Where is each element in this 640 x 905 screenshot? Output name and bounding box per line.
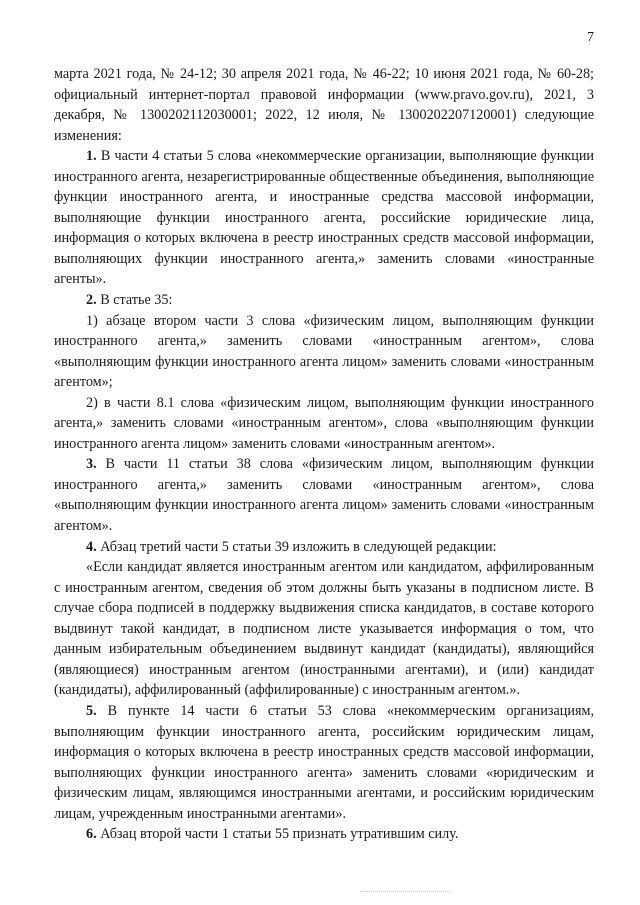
paragraph-text: марта 2021 года, № 24-12; 30 апреля 2021 года, № 46-22; 10 июня 2021 года, № 60-28; официальный интернет-портал правовой информации (www.pravo.gov.ru), 2021, 3 декабря, № 1300202112030001; 2022, 12 июля, № 1300202207120001) следующие изменения: (54, 66, 594, 144)
scan-artifact-line (360, 891, 450, 892)
paragraph-item-6 (54, 824, 594, 845)
paragraph-item-2 (54, 290, 594, 311)
document-body (54, 64, 594, 845)
paragraph-subitem-2 (54, 393, 594, 455)
page-number: 7 (587, 30, 594, 45)
paragraph-text: В части 4 статьи 5 слова «некоммерческие организации, выполняющие функции иностранного агента, незарегистрированные общественные объединения, выполняющие функции иностранного агента, и иностранные средства массовой информации, выполняющие функции иностранного агента, российские юридические лица, информация о которых включена в реестр иностранных средств массовой информации, выполняющих функции иностранного агента,» заменить словами «иностранные агенты». (54, 148, 595, 288)
paragraph-text: Абзац второй части 1 статьи 55 признать утратившим силу. (100, 826, 459, 843)
paragraph-text: 1) абзаце втором части 3 слова «физическим лицом, выполняющим функции иностранного агента,» заменить словами «иностранным агентом», слова «выполняющим функции иностранного агента лицом» заменить словами «иностранным агентом»; (54, 312, 594, 391)
item-number: 4. (86, 538, 97, 555)
paragraph-text: В части 11 статьи 38 слова «физическим лицом, выполняющим функции иностранного агента,» заменить словами «иностранным агентом», слова «выполняющим функции иностранного агента лицом» заменить словами «иностранным агентом». (54, 456, 595, 535)
paragraph-item-3 (54, 454, 594, 536)
paragraph-item-1 (54, 146, 594, 290)
paragraph-subitem-1 (54, 311, 594, 393)
item-number: 6. (86, 826, 97, 843)
item-number: 1. (86, 148, 97, 165)
paragraph-text: 2) в части 8.1 слова «физическим лицом, выполняющим функции иностранного агента,» заменить словами «иностранным агентом», слова «выполняющим функции иностранного агента лицом» заменить словами «иностранным агентом». (54, 394, 594, 452)
paragraph-item-4 (54, 537, 594, 558)
paragraph-text: В пункте 14 части 6 статьи 53 слова «некоммерческим организациям, выполняющим функции иностранного агента, российским юридическим лицам, информация о которых включена в реестр иностранных средств массовой информации, выполняющих функции иностранного агента» заменить словами «юридическим и физическим лицам, являющимся иностранными агентами, и российским юридическим лицам, учрежденным иностранными агентами». (54, 702, 594, 822)
item-number: 3. (86, 456, 97, 473)
paragraph-text: Абзац третий части 5 статьи 39 изложить в следующей редакции: (100, 538, 497, 555)
item-number: 5. (86, 702, 97, 719)
item-number: 2. (86, 292, 97, 309)
paragraph-item-5 (54, 701, 594, 824)
paragraph-text: «Если кандидат является иностранным агентом или кандидатом, аффилированным с иностранным агентом, сведения об этом должны быть указаны в подписном листе. В случае сбора подписей в поддержку выдвижения списка кандидатов, в составе которого выдвинут такой кандидат, в подписном листе указывается информация о том, что данным избирательным объединением выдвинут кандидат (кандидаты), являющийся (являющиеся) иностранным агентом (иностранными агентами), и (или) кандидат (кандидаты), аффилированный (аффилированные) с иностранным агентом.». (54, 559, 594, 699)
paragraph-intro (54, 64, 594, 146)
paragraph-text: В статье 35: (100, 292, 173, 309)
paragraph-quote (54, 557, 594, 701)
